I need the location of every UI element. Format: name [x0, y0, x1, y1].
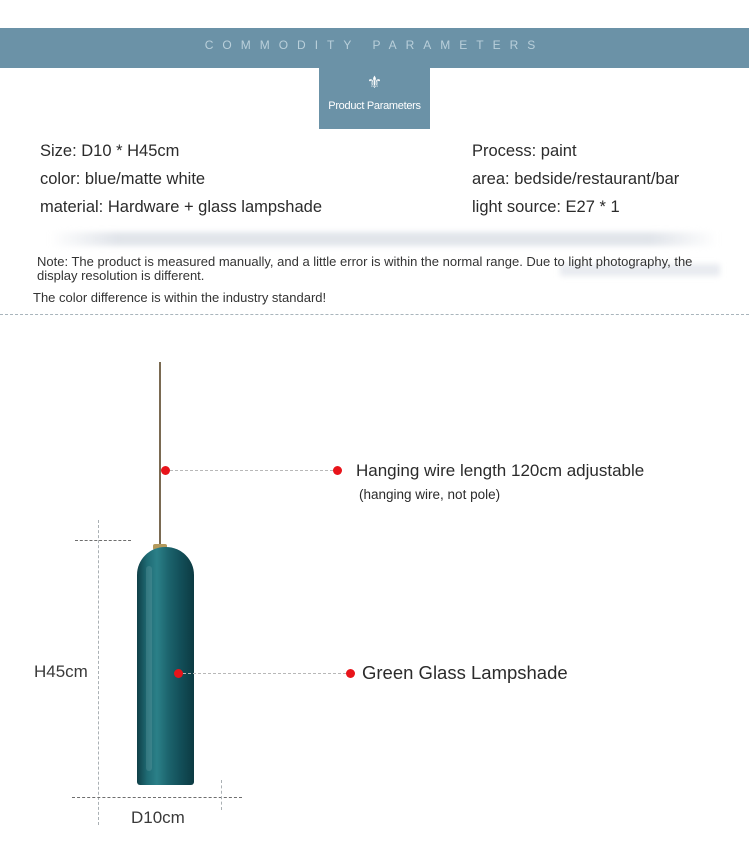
diameter-dimension-line: [72, 797, 242, 798]
hanging-wire: [159, 362, 161, 547]
lampshade-highlight: [146, 566, 152, 771]
wire-marker-dot: [161, 466, 170, 475]
section-divider: [0, 314, 749, 315]
spec-material: material: Hardware + glass lampshade: [40, 198, 323, 216]
wire-leader-line: [170, 470, 333, 471]
blurred-text-band: [50, 232, 718, 246]
wire-label-dot: [333, 466, 342, 475]
spec-color: color: blue/matte white: [40, 170, 206, 188]
banner-title: COMMODITY PARAMETERS: [204, 38, 545, 52]
height-label: H45cm: [34, 662, 88, 681]
product-parameters-tag: [319, 68, 430, 129]
measurement-note: Note: The product is measured manually, and a little error is within the normal range. Due to light photography, the display resolution is different.: [37, 254, 693, 283]
wire-sublabel: (hanging wire, not pole): [359, 487, 501, 502]
shade-label-dot: [346, 669, 355, 678]
spec-process: Process: paint: [472, 142, 577, 160]
height-dimension-line: [98, 520, 99, 825]
spec-size: Size: D10 * H45cm: [40, 142, 180, 160]
shade-leader-line: [183, 673, 346, 674]
height-top-line: [75, 540, 131, 541]
spec-light-source: light source: E27 * 1: [472, 198, 620, 216]
fleur-de-lis-icon: ⚜: [366, 73, 383, 92]
diameter-label: D10cm: [131, 808, 185, 827]
shade-marker-dot: [174, 669, 183, 678]
spec-area: area: bedside/restaurant/bar: [472, 170, 680, 188]
color-note: The color difference is within the industry standard!: [33, 290, 327, 305]
wire-label: Hanging wire length 120cm adjustable: [356, 461, 645, 480]
tag-label: Product Parameters: [328, 100, 421, 112]
shade-label: Green Glass Lampshade: [362, 662, 568, 683]
diameter-tick: [221, 780, 222, 810]
